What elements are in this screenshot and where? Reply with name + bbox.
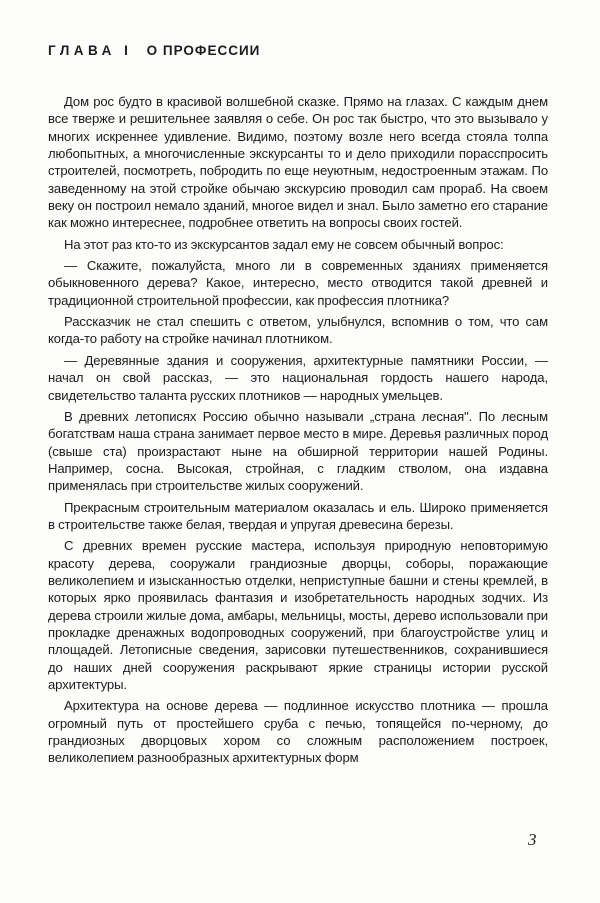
chapter-heading [48, 43, 260, 58]
page-number: 3 [528, 830, 537, 849]
paragraph: — Деревянные здания и сооружения, архитектурные памятники России, — начал он свой рассказ, — это национальная гордость нашего народа, свидетельство таланта русских плотников — народных умельцев. [48, 352, 548, 403]
chapter-body-text [48, 93, 548, 771]
paragraph: Архитектура на основе дерева — подлинное искусство плотника — прошла огромный путь от простейшего сруба с печью, топящейся по-черному, до грандиозных дворцовых хором со сложным расположением построек, великолепием разнообразных архитектурных форм [48, 698, 548, 766]
paragraph: — Скажите, пожалуйста, много ли в современных зданиях применяется обыкновенного дерева? Какое, интересно, место отводится такой древней и традиционной строительной профессии, как профессия плотника? [48, 258, 548, 308]
chapter-label: ГЛАВА I [48, 43, 133, 58]
chapter-title: О ПРОФЕССИИ [146, 43, 261, 58]
paragraph: Прекрасным строительным материалом оказалась и ель. Широко применяется в строительстве также белая, твердая и упругая древесина березы. [48, 499, 548, 532]
paragraph: С древних времен русские мастера, используя природную неповторимую красоту дерева, сооружали грандиозные дворцы, соборы, поражающие великолепием и изысканностью отделки, неприступные башни и стены кремлей, в которых ярко проявилась фантазия и изобретательность народных зодчих. Из дерева строили жилые дома, амбары, мельницы, мосты, дерево использовали при прокладке дренажных водопроводных сооружений, при благоустройстве улиц и площадей. Летописные сведения, зарисовки путешественников, сохранившиеся до наших дней сооружения раскрывают яркие страницы истории русской архитектуры. [48, 538, 548, 692]
paragraph: В древних летописях Россию обычно называли „страна лесная". По лесным богатствам наша страна занимает первое место в мире. Деревья различных пород (свыше ста) произрастают ныне на обширной территории нашей Родины. Например, сосна. Высокая, стройная, с гладким стволом, она издавна применялась при строительстве жилых сооружений. [48, 408, 548, 494]
paragraph: Дом рос будто в красивой волшебной сказке. Прямо на глазах. С каждым днем все тверже и решительнее заявляя о себе. Он рос так быстро, что это вызывало у многих искреннее удивление. Видимо, поэтому возле него всегда стояла толпа любопытных, а многочисленные экскурсанты то и дело приходили порасспросить строителей, посмотреть, побродить по еще неуютным, недостроенным этажам. По заведенному на этой стройке обычаю экскурсию проводил сам прораб. На своем веку он построил немало зданий, многое видел и знал. Было заметно его старание как можно интереснее, подробнее ответить на вопросы своих гостей. [48, 94, 548, 231]
paragraph: На этот раз кто-то из экскурсантов задал ему не совсем обычный вопрос: [64, 236, 504, 252]
paragraph: Рассказчик не стал спешить с ответом, улыбнулся, вспомнив о том, что сам когда-то работу на стройке начинал плотником. [48, 314, 548, 347]
